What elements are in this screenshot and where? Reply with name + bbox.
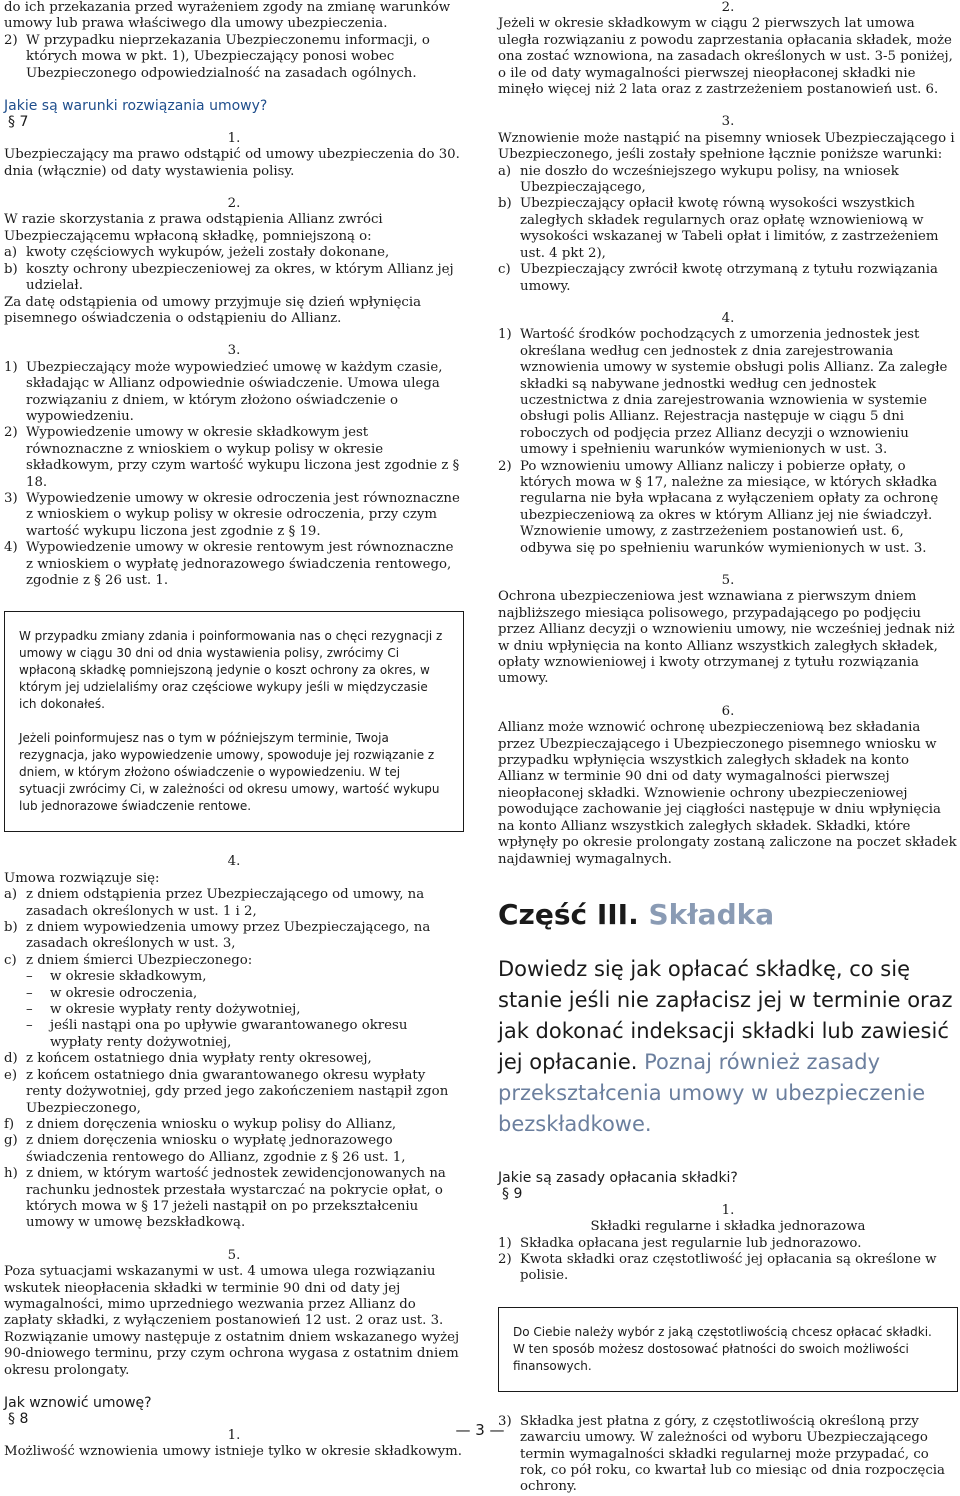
item-text: w okresie odroczenia, <box>50 985 198 1001</box>
info-box-premium <box>498 1307 958 1392</box>
dash-marker: – <box>26 1002 33 1018</box>
info-box-paragraph: Do Ciebie należy wybór z jaką częstotliwością chcesz opłacać składki. W ten sposób możesz dostosować płatności do swoich możliwości finansowych. <box>513 1324 932 1373</box>
paragraph-8-symbol: § 8 <box>8 1411 29 1428</box>
item-text: w okresie składkowym, <box>50 969 207 985</box>
item-text: Składka opłacana jest regularnie lub jednorazowo. <box>520 1235 862 1251</box>
dash-marker: – <box>26 985 33 1001</box>
item-label: 1) <box>498 1235 512 1251</box>
section-7-1-number: 1. <box>227 130 241 146</box>
item-label: a) <box>498 163 512 179</box>
list-item <box>4 920 464 953</box>
section-7-4-lead: Umowa rozwiązuje się: <box>4 870 160 886</box>
list-item <box>498 1236 958 1252</box>
item-text: z dniem odstąpienia przez Ubezpieczającego od umowy, na zasadach określonych w ust. 1 i 2, <box>26 887 425 919</box>
item-label: b) <box>498 196 512 212</box>
list-item <box>4 953 464 969</box>
item-text: koszty ochrony ubezpieczeniowej za okres, w którym Allianz jej udzielał. <box>26 261 454 294</box>
dash-marker: – <box>26 969 33 985</box>
dash-list-item <box>4 1018 464 1051</box>
intro-continuation: do ich przekazania przed wyrażeniem zgody na zmianę warunków umowy lub prawa właściwego dla umowy ubezpieczenia. <box>4 0 451 32</box>
section-7-5-text: Poza sytuacjami wskazanymi w ust. 4 umowa ulega rozwiązaniu wskutek nieopłacenia składki w terminie 90 dni od daty jej wymagalności, mimo uprzedniego wezwania przez Allianz do zapłaty składki, z wyłączeniem postanowień 12 ust. 2 oraz ust. 3. Rozwiązanie umowy następuje z ostatnim dniem wskazanego wyżej 90-dniowego terminu, przy czym ochrona wygasa z ostatnim dniem okresu prolongaty. <box>4 1264 460 1378</box>
item-label: a) <box>4 887 18 903</box>
section-7-4-list <box>4 887 464 1232</box>
section-7-5-number: 5. <box>227 1247 241 1263</box>
list-item <box>4 245 464 261</box>
section-7-3-number: 3. <box>227 343 241 359</box>
item-label: 2) <box>498 458 512 474</box>
item-text: z dniem wypowiedzenia umowy przez Ubezpieczającego, na zasadach określonych w ust. 3, <box>26 920 431 952</box>
item-text: Kwota składki oraz częstotliwość jej opłacania są określone w polisie. <box>520 1251 937 1284</box>
item-text: w okresie wypłaty renty dożywotniej, <box>50 1002 301 1018</box>
right-column <box>498 0 958 1496</box>
info-box-paragraph: W przypadku zmiany zdania i poinformowania nas o chęci rezygnacji z umowy w ciągu 30 dni od dnia wystawienia polisy, zwrócimy Ci wpłaconą składkę pomniejszoną jedynie o koszt ochrony za okres, w którym jej udzielaliśmy oraz częściowe wykupy jeśli w międzyczasie ich dokonałeś. <box>19 629 443 712</box>
section-9-1-number: 1. <box>721 1202 735 1218</box>
item-label: d) <box>4 1051 18 1067</box>
item-text: Wypowiedzenie umowy w okresie rentowym jest równoznaczne z wnioskiem o wypłatę jednorazowego świadczenia rentowego, zgodnie z § 26 ust. 1. <box>26 540 454 588</box>
list-item <box>4 1068 464 1117</box>
list-item <box>498 164 958 197</box>
section-8-3-number: 3. <box>721 114 735 130</box>
item-text: z dniem, w którym wartość jednostek zewidencjonowanych na rachunku jednostek przestała wystarczać na pokrycie opłat, o których mowa w § 17 jeżeli nastąpił on po przekształceniu umowy w umowę bezskładkową. <box>26 1166 446 1231</box>
list-item <box>4 1133 464 1166</box>
item-text: kwoty częściowych wykupów, jeżeli zostały dokonane, <box>26 245 390 261</box>
question-heading-renewal: Jak wznowić umowę? <box>4 1395 152 1411</box>
section-9-1-list <box>498 1236 958 1285</box>
section-7-4-number: 4. <box>227 854 241 870</box>
question-heading-termination: Jakie są warunki rozwiązania umowy? <box>4 98 268 115</box>
list-item <box>498 459 958 557</box>
question-heading-premium: Jakie są zasady opłacania składki? <box>498 1169 738 1186</box>
info-box-paragraph: Jeżeli poinformujesz nas o tym w późniejszym terminie, Twoja rezygnacja, jako wypowiedzenie umowy, spowoduje jej rozwiązanie z dniem, w którym złożono oświadczenie o wypowiedzeniu. W tej sytuacji zwrócimy Ci, w zależności od okresu umowy, wartość wykupu lub jednorazowe świadczenie rentowe. <box>19 731 440 814</box>
section-7-1-text: Ubezpieczający ma prawo odstąpić od umowy ubezpieczenia do 30. dnia (włącznie) od daty wystawienia polisy. <box>4 147 460 179</box>
part-title-number: Część III. <box>498 897 639 931</box>
item-label: f) <box>4 1116 15 1132</box>
item-label: 3) <box>4 490 18 506</box>
item-text: Wartość środków pochodzących z umorzenia jednostek jest określana według cen jednostek z dnia zarejestrowania wznowienia umowy w systemie obsługi polis Allianz. Za zaległe składki są nabywane jednostki według cen jednostek uczestnictwa z dnia zarejestrowania wznowienia w systemie obsługi polis Allianz. Rejestracja następuje w ciągu 5 dni roboczych od podjęcia przez Allianz decyzji o wznowieniu umowy i spełnieniu warunków wymienionych w ust. 3. <box>520 327 948 458</box>
paragraph-7-symbol: § 7 <box>8 114 29 131</box>
intro-item-2 <box>4 33 464 82</box>
item-text: z końcem ostatniego dnia gwarantowanego okresu wypłaty renty dożywotniej, gdy przed jego zakończeniem nastąpił zgon Ubezpieczonego, <box>26 1067 449 1116</box>
item-label: 2) <box>498 1251 512 1267</box>
paragraph-9-symbol: § 9 <box>502 1186 523 1203</box>
section-8-2-number: 2. <box>721 0 735 15</box>
item-label: b) <box>4 261 18 277</box>
item-text: Ubezpieczający zwrócił kwotę otrzymaną z tytułu rozwiązania umowy. <box>520 262 938 294</box>
section-7-2-after: Za datę odstąpienia od umowy przyjmuje się dzień wpłynięcia pisemnego oświadczenia o odstąpieniu do Allianz. <box>4 294 422 326</box>
item-text: Składka jest płatna z góry, z częstotliwością określoną przy zawarciu umowy. W zależności od wyboru Ubezpieczającego termin wymagalności składki regularnej może przypadać, co rok, co pół roku, co kwartał lub co miesiąc od dnia rozpoczęcia ochrony. <box>520 1413 945 1495</box>
section-7-2-text: W razie skorzystania z prawa odstąpienia Allianz zwróci Ubezpieczającemu wpłaconą składkę, pomniejszoną o: <box>4 212 383 244</box>
list-item <box>4 1166 464 1232</box>
list-item <box>4 1051 464 1067</box>
list-item <box>4 887 464 920</box>
item-label: c) <box>4 952 17 968</box>
item-text: Ubezpieczający opłacił kwotę równą wysokości wszystkich zaległych składek regularnych oraz opłatę wznowieniową w wysokości wskazanej w Tabeli opłat i limitów, z zastrzeżeniem ust. 4 pkt 2), <box>520 196 939 261</box>
list-item <box>498 1252 958 1285</box>
item-text: Wypowiedzenie umowy w okresie odroczenia jest równoznaczne z wnioskiem o wykup polisy w okresie odroczenia, przy czym wartość wykupu liczona jest zgodnie z § 19. <box>26 490 460 539</box>
list-item <box>4 425 464 491</box>
item-label: 1) <box>498 327 512 343</box>
section-8-3-text: Wznowienie może nastąpić na pisemny wniosek Ubezpieczającego i Ubezpieczonego, jeśli zostały spełnione łącznie poniższe warunki: <box>498 130 955 163</box>
item-text: z dniem doręczenia wniosku o wykup polisy do Allianz, <box>26 1116 397 1132</box>
dash-list-item <box>4 986 464 1002</box>
item-label: 1) <box>4 359 18 375</box>
item-label: h) <box>4 1166 18 1182</box>
section-8-4-number: 4. <box>721 310 735 326</box>
item-label: 2) <box>4 32 18 48</box>
list-item <box>4 1117 464 1133</box>
item-label: 3) <box>498 1413 512 1429</box>
page-number: — 3 — <box>455 1421 505 1439</box>
section-7-2-list <box>4 245 464 294</box>
section-7-3-list <box>4 360 464 590</box>
section-7-2-number: 2. <box>227 196 241 212</box>
item-text: Ubezpieczający może wypowiedzieć umowę w każdym czasie, składając w Allianz odpowiednie oświadczenie. Umowa ulega rozwiązaniu z dniem, w którym złożono oświadczenie o wypowiedzeniu. <box>26 359 443 424</box>
item-label: e) <box>4 1067 18 1083</box>
item-text: Po wznowieniu umowy Allianz naliczy i pobierze opłaty, o których mowa w § 17, należne za miesiące, w których składka regularna nie była wpłacana z wyłączeniem opłaty za ochronę ubezpieczeniową za okres w którym Allianz jej nie świadczył. Wznowienie umowy, z zastrzeżeniem postanowień ust. 6, odbywa się po spełnieniu warunków wymienionych w ust. 3. <box>520 458 939 556</box>
item-label: 2) <box>4 425 18 441</box>
section-8-4-list <box>498 327 958 557</box>
item-text: W przypadku nieprzekazania Ubezpieczonemu informacji, o których mowa w pkt. 1), Ubezpieczający ponosi wobec Ubezpieczonego odpowiedzialność na zasadach ogólnych. <box>26 32 430 81</box>
list-item <box>4 540 464 589</box>
item-label: b) <box>4 920 18 936</box>
item-text: z dniem śmierci Ubezpieczonego: <box>26 952 253 968</box>
list-item <box>498 196 958 262</box>
section-8-1-number: 1. <box>227 1427 241 1443</box>
list-item <box>498 327 958 458</box>
section-8-6-number: 6. <box>721 703 735 719</box>
section-8-2-text: Jeżeli w okresie składkowym w ciągu 2 pierwszych lat umowa uległa rozwiązaniu z powodu zaprzestania opłacania składek, może ona zostać wznowiona, na zasadach określonych w ust. 3-5 poniżej, o ile od daty wymagalności pierwszej nieopłaconej składki nie minęło więcej niż 2 lata oraz z zastrzeżeniem postanowień ust. 6. <box>498 16 953 98</box>
item-text: jeśli nastąpi ona po upływie gwarantowanego okresu wypłaty renty dożywotniej, <box>50 1018 408 1050</box>
item-label: a) <box>4 245 18 261</box>
item-text: nie doszło do wcześniejszego wykupu polisy, na wniosek Ubezpieczającego, <box>520 163 899 196</box>
dash-marker: – <box>26 1018 33 1034</box>
item-text: z dniem doręczenia wniosku o wypłatę jednorazowego świadczenia rentowego do Allianz, zgodnie z § 26 ust. 1, <box>26 1133 406 1165</box>
list-item <box>4 491 464 540</box>
dash-list-item <box>4 1002 464 1018</box>
part-title <box>498 898 958 932</box>
section-8-3-list <box>498 164 958 295</box>
list-item <box>4 262 464 295</box>
part-title-name: Składka <box>648 897 775 931</box>
section-8-5-text: Ochrona ubezpieczeniowa jest wznawiana z pierwszym dniem najbliższego miesiąca polisowego, przypadającego po podjęciu przez Allianz decyzji o wznowieniu umowy, nie wcześniej jednak niż w dniu wpłynięcia na konto Allianz wszystkich zaległych składek, opłaty wznowieniowej i kwoty otrzymanej z tytułu rozwiązania umowy. <box>498 589 955 687</box>
list-item <box>4 360 464 426</box>
info-box-termination <box>4 611 464 832</box>
section-9-1-heading: Składki regularne i składka jednorazowa <box>590 1219 866 1235</box>
part-intro-main: Dowiedz się jak opłacać składkę, co się stanie jeśli nie zapłacisz jej w terminie oraz jak dokonać indeksacji składki lub zawiesić jej opłacanie. <box>498 956 953 1074</box>
part-intro <box>498 954 958 1140</box>
section-8-1-text: Możliwość wznowienia umowy istnieje tylko w okresie składkowym. <box>4 1444 462 1460</box>
dash-list-item <box>4 969 464 985</box>
item-label: c) <box>498 262 511 278</box>
item-text: Wypowiedzenie umowy w okresie składkowym jest równoznaczne z wnioskiem o wykup polisy w okresie składkowym, przy czym wartość wykupu liczona jest zgodnie z § 18. <box>26 425 460 490</box>
item-label: g) <box>4 1133 18 1149</box>
left-column <box>4 0 464 1461</box>
list-item <box>498 262 958 295</box>
item-label: 4) <box>4 540 18 556</box>
section-8-5-number: 5. <box>721 573 735 588</box>
section-8-6-text: Allianz może wznowić ochronę ubezpieczeniową bez składania przez Ubezpieczającego i Ubezpieczonego pisemnego wniosku w przypadku wpłynięcia wszystkich zaległych składek na konto Allianz w terminie 90 dni od daty wymagalności pierwszej nieopłaconej składki. Wznowienie ochrony ubezpieczeniowej powodujące zachowanie jej ciągłości następuje w dniu wpłynięcia na konto Allianz wszystkich zaległych składek. Składki, które wpłynęły po okresie prolongaty zostaną zaliczone na poczet składek najdawniej wymagalnych. <box>498 720 957 867</box>
item-text: z końcem ostatniego dnia wypłaty renty okresowej, <box>26 1051 372 1067</box>
part-intro-secondary: Poznaj również zasady przekształcenia umowy w ubezpieczenie bezskładkowe. <box>498 1049 926 1136</box>
